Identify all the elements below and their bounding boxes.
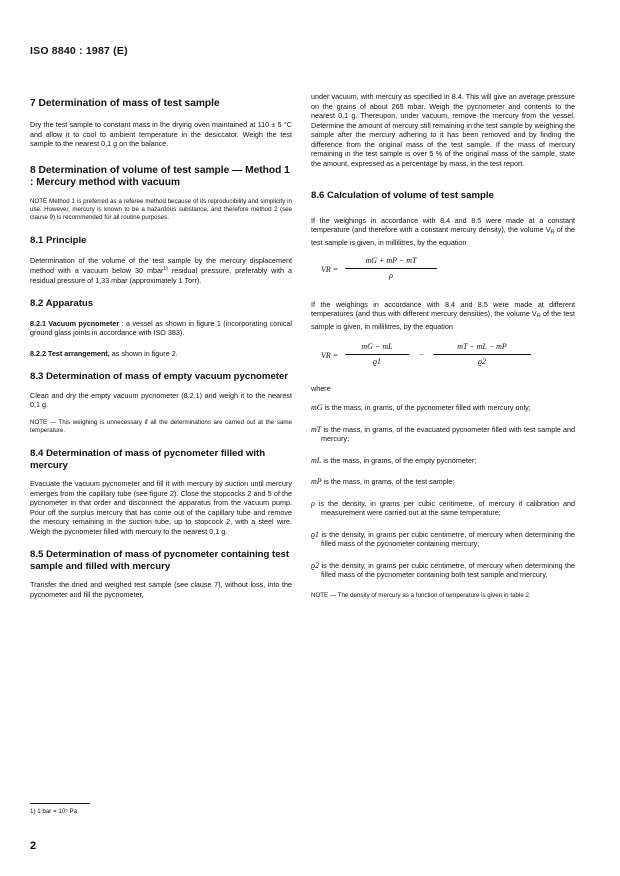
definition-text: is the mass, in grams, of the pycnometer filled with mercury only; [324,403,531,412]
definition-text: is the mass, in grams, of the evacuated pycnometer filled with test sample and mercury; [321,424,575,443]
section-8-1-text: Determination of the volume of the test sample by the mercury displacement method with a vacuum below 30 mbar$^{1)}$ residual pressure, preferably with a residual pressure of 1,33 mbar (approximately 1 Torr). [30,255,292,285]
definition-text: is the density, in grams per cubic centimetre, of mercury when determining the filled mass of the pycnometer containing both test sample and mercury. [321,560,576,579]
section-8-4-text: Evacuate the vacuum pycnometer and fill it with mercury by suction until mercury emerges from the capillary tube (see figure 2). Close the stopcocks 2 and 5 of the pycnometer in that order and disconnect the apparatus from the vacuum pump. Pour off the surplus mercury that has come out of the capillary tube and remove the mercury remaining in the suction tube, up to stopcock 2, with a steel wire. Weigh the pycnometer filled with mercury to the nearest 0,1 g. [30,479,292,536]
symbol-definitions [311,403,575,580]
definition-item [311,455,575,466]
section-7-heading: 7 Determination of mass of test sample [30,98,220,109]
section-8-5-continued-text: under vacuum, with mercury as specified in 8.4. This will give an average pressure on the grains of about 265 mbar. Weigh the pycnometer and contents to the nearest 0,1 g. Thereupon, under vacuum, remove the mercury from the vessel. Determine the amount of mercury still remaining in the test sample by weighing the sample after the mercury adhering to it has been removed and by finding the difference from the original mass of the test sample. If the mass of mercury remaining in the test sample is over 5 % of the original mass of the sample, state the amount, expressed as a percentage by mass, in the test report. [311,92,575,168]
section-8-heading: 8 Determination of volume of test sample — Method 1 : Mercury method with vacuum [30,164,290,188]
equation-2-minus: − [419,349,424,359]
equation-2-fraction-bar-2 [433,354,531,355]
section-8-6-note: NOTE — The density of mercury as a function of temperature is given in table 2. [311,591,531,599]
definition-text: is the mass, in grams, of the empty pycnometer; [323,455,477,465]
section-8-6-heading: 8.6 Calculation of volume of test sample [311,190,494,201]
left-column [30,92,292,599]
equation-2-lhs: VR = [321,350,339,360]
section-7-text: Dry the test sample to constant mass in the drying oven maintained at 110 ± 5 °C and allow it to cool to ambient temperature in the desiccator. Weigh the test sample to the nearest 0,1 g on the balance. [30,120,292,148]
equation-2-numerator-1: mG − mL [361,341,393,351]
page-number: 2 [30,840,37,852]
section-8-2-2-text: 8.2.2 Test arrangement, as shown in figure 2. [30,348,178,358]
definition-text: is the mass, in grams, of the test sample; [323,477,455,486]
section-8-6-text-1: If the weighings in accordance with 8.4 and 8.5 were made at a constant temperature (and therefore with a constant mercury density), the volume $V_R$ of the test sample is given, in millilitres, by the equation [311,215,576,247]
equation-1-fraction-bar [345,268,437,269]
definition-symbol: mL [311,455,322,465]
equation-2-numerator-2: mT − mL − mP [457,341,507,351]
definition-item [311,424,575,444]
definition-item [311,529,576,549]
definition-symbol: mG [311,403,323,412]
section-8-3-note: NOTE — This weighing is unnecessary if all the determinations are carried out at the same temperature. [30,418,292,435]
section-8-3-text: Clean and dry the empty vacuum pycnometer (8.2.1) and weigh it to the nearest 0,1 g. [30,390,292,410]
section-8-5-text: Transfer the dried and weighed test sample (see clause 7), without loss, into the pycnometer and fill the pycnometer, [30,580,292,599]
definition-item [311,477,575,487]
definition-symbol: ϱ1 [311,529,320,539]
definition-symbol: mP [311,477,322,486]
equation-2-denominator-2: ϱ2 [477,356,487,366]
section-8-2-heading: 8.2 Apparatus [30,298,94,310]
equation-1-numerator: mG + mP − mT [365,255,417,265]
definition-text: is the density, in grams per cubic centimetre, of mercury if calibration and measurement were carried out at the same temperature; [318,498,575,517]
right-column [311,92,575,600]
section-8-3-heading: 8.3 Determination of mass of empty vacuum pycnometer [30,371,289,383]
definition-item [311,498,575,518]
definition-symbol: ϱ2 [311,560,320,570]
section-8-5-heading: 8.5 Determination of mass of pycnometer containing test sample and filled with mercury [30,549,290,572]
equation-1 [311,256,575,284]
equation-2-denominator-1: ϱ1 [372,356,382,366]
section-8-2-1-text: 8.2.1 Vacuum pycnometer : a vessel as shown in figure 1 (incorporating conical ground glass joints in accordance with ISO 383). [30,318,292,338]
where-label: where [311,383,331,393]
section-8-note: NOTE Method 1 is preferred as a referee method because of its reproducibility and simplicity in use. However, mercury is known to be a hazardous substance, and therefore method 2 (see clause 9) is recommended for all routine purposes. [30,197,292,222]
section-8-4-heading: 8.4 Determination of mass of pycnometer filled with mercury [30,448,266,471]
definition-item [311,560,576,580]
definition-text: is the density, in grams per cubic centimetre, of mercury when determining the filled mass of the pycnometer containing mercury; [321,529,576,548]
definition-item [311,403,575,413]
equation-2-fraction-bar-1 [345,354,409,355]
definition-symbol: ρ [311,498,315,508]
document-header: ISO 8840 : 1987 (E) [30,45,128,57]
section-8-1-heading: 8.1 Principle [30,235,87,247]
equation-1-lhs: VR = [321,264,339,274]
footnote-separator [30,803,90,804]
definition-symbol: mT [311,424,322,434]
section-8-6-text-2: If the weighings in accordance with 8.4 and 8.5 were made at different temperatures (and thus with different mercury densities), the volume $V_R$ of the test sample is given, in millilitres, by the equation [311,299,575,331]
footnote: 1) 1 bar = 10⁵ Pa [30,808,78,815]
equation-2 [311,342,575,370]
equation-1-denominator: ρ [389,270,393,280]
